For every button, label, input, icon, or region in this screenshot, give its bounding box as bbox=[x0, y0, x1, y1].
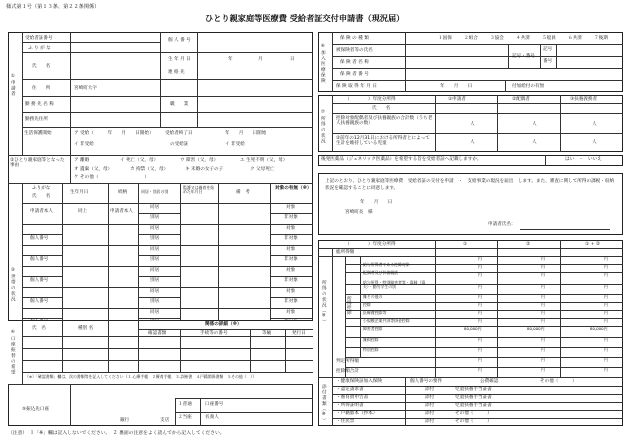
ins-date-label: 保 険 取 得 年 月 日 bbox=[336, 84, 377, 89]
relation-col-2: 手続等の番号 bbox=[200, 331, 228, 336]
members-head-rel: 続柄 bbox=[118, 190, 128, 195]
label-birth: 生 年 月 日 bbox=[168, 57, 191, 62]
calc-unit-6-0: 円 bbox=[478, 310, 482, 315]
reason-item-a: ア 離婚 bbox=[74, 158, 90, 163]
relation-detail-label: 関係の詳細（※） bbox=[205, 322, 242, 327]
reason-label: ②ひとり親家庭等となった事由 bbox=[10, 158, 65, 169]
docs-row-1-c: 児童扶養手当証書 bbox=[455, 395, 492, 400]
member-first-same: 同上 bbox=[78, 209, 88, 214]
member-target-2-a: 対象 bbox=[286, 247, 296, 252]
calc-unit-8-0: 80,000円 bbox=[464, 326, 482, 331]
ins-no-label: 保 険 者 番 号 bbox=[340, 72, 369, 77]
member-live-5-a: 同居 bbox=[150, 310, 160, 315]
docs-row-2-c: 児童扶養手当証書 bbox=[455, 403, 492, 408]
docs-row-4-b: 添付 bbox=[425, 419, 435, 424]
ins-date-fmt: 年 月 日 bbox=[440, 84, 473, 89]
docs-row-2-b: 添付 bbox=[425, 403, 435, 408]
reason-item-e: オ 遺棄（父，母） bbox=[74, 167, 113, 172]
bank-name-suffix: 銀行 bbox=[120, 418, 130, 423]
member-target-4-a: 対象 bbox=[286, 289, 296, 294]
ins-kind-1: ２組合 bbox=[464, 36, 478, 41]
calc-unit-11-0: 円 bbox=[478, 357, 482, 362]
ins-benefit-label: 付加給付の有無 bbox=[512, 84, 545, 89]
calc-unit-7-2: 円 bbox=[604, 318, 608, 323]
calc-unit-2-1: 円 bbox=[541, 272, 545, 277]
member-target-3-b: 非対象 bbox=[284, 278, 298, 283]
oath-mayor: 宮崎町長 様 bbox=[345, 210, 373, 215]
ins-kind-label: 保 険 の 種 類 bbox=[340, 36, 369, 41]
welfare-item-b: イ 非受給 bbox=[74, 142, 94, 147]
docs-row-3-b: 添付 bbox=[425, 411, 435, 416]
relation-kind-label: 種別 名 bbox=[78, 326, 94, 331]
calc-unit-12-0: 円 bbox=[478, 367, 482, 372]
label-occupation: 職 業 bbox=[170, 102, 189, 107]
member-target-3-a: 対象 bbox=[286, 268, 296, 273]
label-contact: 連 絡 先 bbox=[168, 70, 185, 75]
reason-item-d: エ 生死不明（父，母） bbox=[240, 158, 288, 163]
calc-unit-5-1: 円 bbox=[541, 302, 545, 307]
docs-section-label: 添付書類（※） bbox=[321, 384, 327, 424]
oath-body: 上記のとおり、ひとり親家庭等医療費 受給者証の交付を申請 ・ 支給事業の現況を届出 します。また、審査に関して所得の課税・収納状況を確認することに同意します。 bbox=[325, 179, 615, 192]
calc-head-b: ② bbox=[526, 242, 531, 247]
calc-unit-1-0: 円 bbox=[478, 264, 482, 269]
label-welfare: 生活保護開始 bbox=[24, 131, 52, 136]
calc-unit-12-2: 円 bbox=[604, 367, 608, 372]
calc-unit-0-2: 円 bbox=[604, 256, 608, 261]
member-live-0-a: 同居 bbox=[150, 205, 160, 210]
calc-unit-2-0: 円 bbox=[478, 272, 482, 277]
calc-judge: 判定所得額 bbox=[336, 359, 359, 364]
reason-item-h: ク 父母死亡 bbox=[250, 167, 275, 172]
member-indno-4: 個人番号 bbox=[30, 299, 49, 304]
calc-unit-3-0: 円 bbox=[478, 284, 482, 289]
calc-unit-8-1: 80,000円 bbox=[527, 326, 545, 331]
calc-unit-11-1: 円 bbox=[541, 357, 545, 362]
ins-kind-5: ６共済 bbox=[568, 36, 582, 41]
member-live-4-a: 同居 bbox=[150, 289, 160, 294]
calc-unit-10-2: 円 bbox=[604, 347, 608, 352]
ins-code-label: 記号・番号 bbox=[512, 54, 535, 59]
calc-unit-4-2: 円 bbox=[604, 294, 608, 299]
calc-row-1: 配偶者及び扶養親族 bbox=[363, 270, 399, 275]
address-prefix: 宮崎町大字 bbox=[74, 86, 97, 91]
label-job: 勤 務 先 名 称 bbox=[25, 102, 54, 107]
insurance-section-label: ⑥加入医療保険 bbox=[320, 44, 326, 84]
end-type: イ 非受給 bbox=[225, 142, 245, 147]
income-row-2: ②前年の12月31日における所得者とによって生計を維持している児童 bbox=[336, 136, 430, 147]
ins-holder-label: 被保険者等の氏名 bbox=[336, 48, 373, 53]
member-indno-3: 個人番号 bbox=[30, 278, 49, 283]
calc-unit-5-2: 円 bbox=[604, 302, 608, 307]
docs-head-3: その他（ ） bbox=[540, 379, 577, 384]
ins-name-label: 保 険 者 名 称 bbox=[340, 60, 369, 65]
calc-row-2: 給与所得・特別障害者等・寡婦（寡夫）・勤労学生の別 bbox=[363, 280, 426, 290]
reason-item-b: イ 死亡（父，母） bbox=[120, 158, 159, 163]
calc-row-8: 雑損控除 bbox=[363, 337, 379, 342]
member-target-2-b: 非対象 bbox=[284, 257, 298, 262]
income-col-3: ③扶養義務者 bbox=[570, 97, 598, 102]
income-unit-1b: 人 bbox=[532, 122, 537, 127]
ins-kind-3: ４共済 bbox=[516, 36, 530, 41]
calc-unit-8-2: 80,000円 bbox=[590, 326, 608, 331]
ins-kind-0: １国保 bbox=[438, 36, 452, 41]
docs-row-1-b: 添付 bbox=[425, 395, 435, 400]
members-head-target: 対象の有無（※） bbox=[275, 186, 312, 191]
income-col-2: ②配偶者 bbox=[512, 97, 530, 102]
end-reason: の受給証 bbox=[170, 142, 189, 147]
reason-item-f: カ 拘禁（父，母） bbox=[130, 167, 169, 172]
relation-vlabel: ④口座振替の希望 bbox=[10, 330, 16, 376]
member-indno-2: 個人番号 bbox=[30, 257, 49, 262]
docs-head-0: ・健康保険証加入保険 bbox=[336, 379, 382, 384]
calc-unit-11-2: 円 bbox=[604, 357, 608, 362]
member-live-3-a: 同居 bbox=[150, 268, 160, 273]
calc-unit-7-0: 円 bbox=[478, 318, 482, 323]
oath-date: 年 月 日 bbox=[360, 200, 393, 205]
members-head-name: 氏 名 bbox=[32, 194, 51, 199]
docs-head-1: 個人番号の要件 bbox=[410, 379, 443, 384]
label-address: 住 所 bbox=[32, 86, 51, 91]
ins-code-small: 記号 bbox=[543, 47, 553, 52]
member-indno-1: 個人番号 bbox=[30, 236, 49, 241]
welfare-item-a: ア 受給（ 年 月 日開始） bbox=[74, 131, 154, 136]
income-unit-2b: 人 bbox=[532, 140, 537, 145]
label-cert-no: 受給者証番号 bbox=[25, 36, 53, 41]
docs-row-0-a: ・認定請求書 bbox=[336, 387, 364, 392]
generic-question: 後発医薬品（ジェネリック医薬品）を希望する旨を受給者証へ記載しますか。 bbox=[321, 157, 482, 162]
form-id: 様式第１号（第１３条、第２２条関係） bbox=[6, 4, 100, 10]
ins-num-small: 番号 bbox=[543, 59, 553, 64]
birth-month: 月 bbox=[258, 57, 263, 62]
label-end: 受給者終了日 bbox=[165, 131, 193, 136]
income-unit-2c: 人 bbox=[592, 140, 597, 145]
calc-row-6: 小規模企業共済等掛金控除 bbox=[363, 318, 410, 323]
calc-unit-0-1: 円 bbox=[541, 256, 545, 261]
member-target-1-a: 対象 bbox=[286, 226, 296, 231]
ins-kind-2: ３協会 bbox=[490, 36, 504, 41]
end-date: 年 月 日開始 bbox=[225, 131, 267, 136]
member-first-rel: 申請者本人 bbox=[110, 209, 133, 214]
calc-head-d: ① + ② bbox=[585, 242, 601, 247]
reason-item-c: ウ 障害（父，母） bbox=[180, 158, 219, 163]
calc-year: （ ）年度分所得 bbox=[345, 242, 396, 247]
calc-total: 控除額合計 bbox=[336, 369, 359, 374]
oath-sign: 申請者氏名： bbox=[488, 222, 516, 227]
members-head-live: 同居・別居の別 bbox=[141, 189, 169, 194]
bank-type-2: ２当座 bbox=[178, 415, 192, 420]
bank-label: ⑤振込先口座 bbox=[22, 407, 50, 412]
member-live-3-b: 別居 bbox=[150, 278, 160, 283]
calc-unit-5-0: 円 bbox=[478, 302, 482, 307]
calc-unit-2-2: 円 bbox=[604, 272, 608, 277]
label-job-addr: 勤務先住所 bbox=[25, 117, 48, 122]
calc-row-9: 特別控除 bbox=[363, 347, 379, 352]
calc-total-label: 総所得額 bbox=[336, 250, 355, 255]
relation-name-label: 氏 名 bbox=[32, 326, 46, 331]
member-live-2-b: 別居 bbox=[150, 257, 160, 262]
birth-year: 年 bbox=[228, 57, 233, 62]
calc-unit-0-0: 円 bbox=[478, 256, 482, 261]
income-unit-1c: 人 bbox=[592, 122, 597, 127]
generic-choice[interactable]: はい ・ いいえ bbox=[565, 157, 602, 162]
calc-unit-4-0: 円 bbox=[478, 294, 482, 299]
income-unit-1a: 人 bbox=[470, 122, 475, 127]
members-section-label: ③世帯の状況 bbox=[10, 268, 16, 302]
relation-col-4: 発行日 bbox=[292, 331, 306, 336]
footer-note: （注意） １「※」欄は記入しないでください。 ２ 裏面の注意をよく読んでから記入してください。 bbox=[8, 431, 225, 436]
calc-unit-12-1: 円 bbox=[541, 367, 545, 372]
calc-unit-4-1: 円 bbox=[541, 294, 545, 299]
label-kana: ふ り が な bbox=[28, 46, 51, 51]
members-head-note: 備 考 bbox=[236, 190, 250, 195]
bank-type-1: １普通 bbox=[178, 402, 192, 407]
bank-branch-suffix: 支店 bbox=[160, 418, 170, 423]
member-target-4-b: 非対象 bbox=[284, 299, 298, 304]
calc-unit-1-1: 円 bbox=[541, 264, 545, 269]
calc-unit-10-1: 円 bbox=[541, 347, 545, 352]
calc-unit-3-1: 円 bbox=[541, 284, 545, 289]
docs-row-0-b: 添付 bbox=[425, 387, 435, 392]
relation-note: （※）「確認書類」欄は，次の書類等を記入してください（１.心療手帳 ２療育手帳 ３.診断書 ４戸籍関係書類 ５その他（ ）） bbox=[25, 374, 257, 379]
member-live-1-a: 同居 bbox=[150, 226, 160, 231]
member-target-0-a: 対象 bbox=[286, 205, 296, 210]
relation-col-3: 等級 bbox=[262, 331, 272, 336]
docs-row-4-c: その他（ ） bbox=[455, 419, 492, 424]
income-section-label: ⑦所得の状況 bbox=[320, 110, 326, 144]
docs-row-3-a: ・戸籍謄本（抄本） bbox=[336, 411, 378, 416]
bank-acct-label: 口座番号 bbox=[205, 402, 224, 407]
reason-item-g: キ 未婚の女子の子 bbox=[185, 167, 224, 172]
reason-item-i: ケ その他（ ） bbox=[74, 175, 149, 180]
calc-row-0: 給与所得者である控除対象 bbox=[363, 262, 410, 267]
applicant-section-label: ①申請者 bbox=[10, 74, 16, 97]
calc-unit-9-0: 円 bbox=[478, 337, 482, 342]
member-live-0-b: 別居 bbox=[150, 215, 160, 220]
member-first: 申請者本人 bbox=[30, 209, 53, 214]
calc-head-a: ① bbox=[463, 242, 468, 247]
member-live-4-b: 別居 bbox=[150, 299, 160, 304]
calc-unit-9-2: 円 bbox=[604, 337, 608, 342]
income-name-label: 氏 名 bbox=[372, 106, 391, 111]
relation-col-1: 確認書類 bbox=[148, 331, 167, 336]
birth-day: 日 bbox=[290, 57, 295, 62]
docs-row-0-c: 児童扶養手当証書 bbox=[455, 387, 492, 392]
docs-row-3-c: その他（ ） bbox=[455, 411, 492, 416]
member-live-1-b: 別居 bbox=[150, 236, 160, 241]
calc-ded-vlabel: 所得控除 bbox=[346, 296, 352, 315]
members-head-start: 監護又は養育を始めた年月日 bbox=[183, 185, 215, 195]
calc-row-4: 控除 bbox=[363, 302, 371, 307]
bank-holder-label: 名義人 bbox=[205, 415, 219, 420]
income-row-1: 控除対象配偶者及び扶養親族の合計数（うち老人扶養親族の数） bbox=[336, 116, 433, 127]
docs-row-1-a: ・養育費申告書 bbox=[336, 395, 369, 400]
member-target-1-b: 非対象 bbox=[284, 236, 298, 241]
docs-head-2: 公費確認 bbox=[480, 379, 499, 384]
calc-row-3: 雑その他の bbox=[363, 294, 383, 299]
calc-side-label: 所得の状況（※） bbox=[321, 280, 327, 326]
calc-unit-7-1: 円 bbox=[541, 318, 545, 323]
income-year: （ ）年度分所得 bbox=[345, 97, 396, 102]
ins-kind-6: ７後期 bbox=[594, 36, 608, 41]
calc-row-7: 障害者控除 bbox=[363, 326, 383, 331]
docs-row-2-a: ・所得証明書 bbox=[336, 403, 364, 408]
calc-unit-3-2: 円 bbox=[604, 284, 608, 289]
calc-unit-6-2: 円 bbox=[604, 310, 608, 315]
member-target-0-b: 非対象 bbox=[284, 215, 298, 220]
form-title: ひとり親家庭等医療費 受給者証交付申請書（現況届） bbox=[205, 13, 405, 23]
calc-unit-9-1: 円 bbox=[541, 337, 545, 342]
calc-unit-1-2: 円 bbox=[604, 264, 608, 269]
income-unit-2a: 人 bbox=[470, 140, 475, 145]
label-individual-no: 個 人 番 号 bbox=[168, 38, 191, 43]
docs-row-4-a: ・住民票 bbox=[336, 419, 355, 424]
label-name: 氏 名 bbox=[32, 64, 51, 69]
member-live-2-a: 同居 bbox=[150, 247, 160, 252]
calc-unit-10-0: 円 bbox=[478, 347, 482, 352]
members-head-birth: 生年月日 bbox=[70, 190, 89, 195]
calc-row-5: 医療費控除等 bbox=[363, 310, 387, 315]
calc-unit-6-1: 円 bbox=[541, 310, 545, 315]
member-target-5-a: 対象 bbox=[286, 310, 296, 315]
income-col-1: ①申請者 bbox=[448, 97, 466, 102]
members-head-kana: ふりがな bbox=[32, 186, 51, 191]
ins-kind-4: ５船員 bbox=[542, 36, 556, 41]
